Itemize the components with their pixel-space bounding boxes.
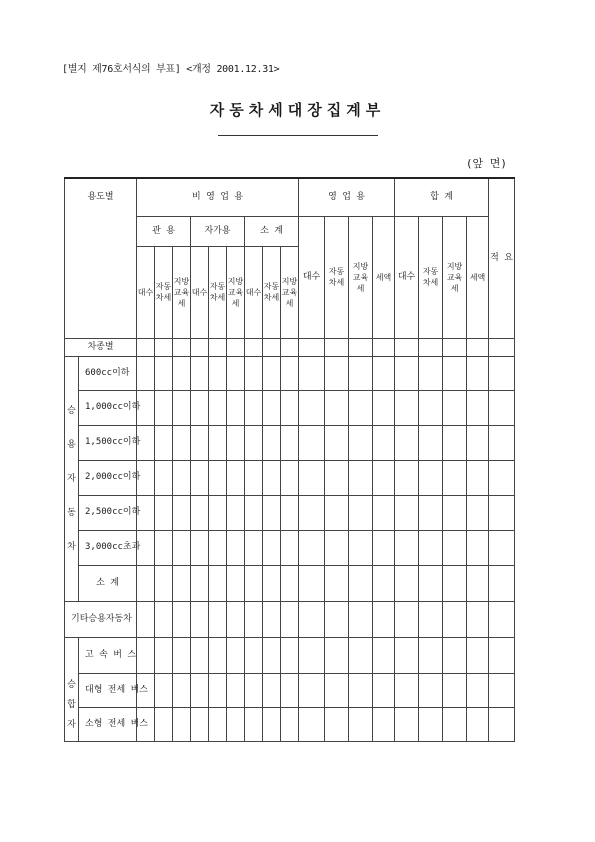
cell — [395, 495, 419, 530]
cell — [349, 356, 373, 390]
cell — [325, 673, 349, 707]
table-row — [65, 673, 515, 707]
cell — [325, 460, 349, 495]
cell — [467, 673, 489, 707]
cell — [395, 601, 419, 637]
total-tax-amount-header: 세액 — [467, 216, 489, 338]
cell — [173, 495, 191, 530]
passenger-char: 용 — [67, 439, 76, 450]
page-side-label: (앞 면) — [465, 157, 507, 170]
cell — [467, 495, 489, 530]
cell — [349, 460, 373, 495]
cell — [263, 338, 281, 356]
cell — [209, 356, 227, 390]
cell — [419, 673, 443, 707]
cell — [349, 673, 373, 707]
cell — [395, 530, 419, 565]
subtotal-header: 소 계 — [245, 216, 299, 246]
use-type-header — [65, 178, 137, 338]
row-label-passenger-subtotal: 소 계 — [79, 565, 137, 601]
cell — [349, 637, 373, 673]
cell — [209, 707, 227, 741]
cell — [281, 425, 299, 460]
bus-group-label — [65, 637, 79, 741]
table-row — [65, 707, 515, 741]
cell — [263, 601, 281, 637]
cell — [373, 637, 395, 673]
cell — [419, 356, 443, 390]
cell — [443, 601, 467, 637]
passenger-char: 자 — [67, 473, 76, 484]
cell — [325, 637, 349, 673]
cell — [245, 338, 263, 356]
cell — [395, 425, 419, 460]
passenger-char: 차 — [67, 541, 76, 552]
table-row — [65, 356, 515, 390]
cell — [209, 530, 227, 565]
vehicle-type-header: 차종별 — [65, 338, 137, 356]
cell — [299, 390, 325, 425]
cell — [155, 530, 173, 565]
non-business-header: 비 영 업 용 — [137, 178, 299, 216]
cell — [209, 390, 227, 425]
row-label-large-charter-bus: 대형 전세 버스 — [79, 673, 137, 707]
cell — [263, 425, 281, 460]
cell — [373, 673, 395, 707]
cell — [395, 707, 419, 741]
cell — [155, 495, 173, 530]
total-count-header: 대수 — [395, 216, 419, 338]
cell — [325, 495, 349, 530]
cell — [173, 338, 191, 356]
cell — [173, 707, 191, 741]
cell — [349, 707, 373, 741]
cell — [489, 707, 515, 741]
row-label-small-charter-bus: 소형 전세 버스 — [79, 707, 137, 741]
cell — [245, 460, 263, 495]
cell — [373, 338, 395, 356]
row-label-1000cc: 1,000cc이하 — [79, 390, 137, 425]
cell — [227, 460, 245, 495]
cell — [489, 565, 515, 601]
cell — [191, 390, 209, 425]
cell — [373, 390, 395, 425]
cell — [155, 565, 173, 601]
cell — [191, 707, 209, 741]
cell — [209, 425, 227, 460]
cell — [325, 425, 349, 460]
subtotal-count-header: 대수 — [245, 246, 263, 338]
cell — [489, 390, 515, 425]
cell — [281, 356, 299, 390]
cell — [467, 530, 489, 565]
cell — [373, 460, 395, 495]
private-header: 자가용 — [191, 216, 245, 246]
cell — [155, 637, 173, 673]
cell — [443, 565, 467, 601]
cell — [281, 673, 299, 707]
cell — [395, 460, 419, 495]
cell — [419, 338, 443, 356]
cell — [263, 460, 281, 495]
table-row — [65, 390, 515, 425]
cell — [227, 338, 245, 356]
cell — [299, 530, 325, 565]
private-edu-tax-header: 지방교육세 — [227, 246, 245, 338]
cell — [349, 495, 373, 530]
cell — [263, 637, 281, 673]
cell — [191, 637, 209, 673]
cell — [419, 637, 443, 673]
cell — [191, 673, 209, 707]
cell — [155, 338, 173, 356]
table-row — [65, 460, 515, 495]
cell — [209, 565, 227, 601]
cell — [349, 425, 373, 460]
cell — [191, 356, 209, 390]
cell — [443, 707, 467, 741]
cell — [191, 601, 209, 637]
cell — [325, 390, 349, 425]
cell — [443, 390, 467, 425]
cell — [173, 673, 191, 707]
cell — [227, 707, 245, 741]
official-edu-tax-header: 지방교육세 — [173, 246, 191, 338]
cell — [263, 565, 281, 601]
cell — [227, 356, 245, 390]
cell — [373, 356, 395, 390]
cell — [263, 356, 281, 390]
cell — [137, 356, 155, 390]
cell — [227, 495, 245, 530]
cell — [173, 530, 191, 565]
summary-table — [64, 177, 515, 742]
cell — [419, 495, 443, 530]
row-label-2000cc: 2,000cc이하 — [79, 460, 137, 495]
cell — [245, 673, 263, 707]
cell — [395, 356, 419, 390]
business-header: 영 업 용 — [299, 178, 395, 216]
cell — [467, 601, 489, 637]
cell — [489, 495, 515, 530]
bus-char: 승 — [67, 679, 76, 690]
cell — [263, 530, 281, 565]
cell — [245, 707, 263, 741]
cell — [349, 338, 373, 356]
cell — [419, 425, 443, 460]
cell — [191, 530, 209, 565]
form-reference: [별지 제76호서식의 부표] <개정 2001.12.31> — [62, 64, 280, 75]
cell — [155, 460, 173, 495]
cell — [245, 530, 263, 565]
cell — [155, 425, 173, 460]
cell — [467, 390, 489, 425]
cell — [349, 601, 373, 637]
cell — [299, 460, 325, 495]
business-count-header: 대수 — [299, 216, 325, 338]
cell — [349, 530, 373, 565]
cell — [373, 495, 395, 530]
total-edu-tax-header: 지방교육세 — [443, 216, 467, 338]
cell — [373, 530, 395, 565]
passenger-char: 동 — [67, 507, 76, 518]
private-count-header: 대수 — [191, 246, 209, 338]
cell — [281, 390, 299, 425]
cell — [419, 707, 443, 741]
cell — [443, 637, 467, 673]
total-vehicle-tax-header: 자동차세 — [419, 216, 443, 338]
cell — [325, 338, 349, 356]
table-row — [65, 601, 515, 637]
cell — [245, 565, 263, 601]
cell — [227, 425, 245, 460]
cell — [489, 673, 515, 707]
official-vehicle-tax-header: 자동차세 — [155, 246, 173, 338]
cell — [467, 338, 489, 356]
cell — [173, 356, 191, 390]
cell — [227, 601, 245, 637]
cell — [137, 637, 155, 673]
cell — [419, 565, 443, 601]
cell — [419, 530, 443, 565]
cell — [263, 495, 281, 530]
table-row — [65, 530, 515, 565]
cell — [227, 565, 245, 601]
cell — [299, 601, 325, 637]
cell — [395, 390, 419, 425]
cell — [467, 637, 489, 673]
cell — [173, 425, 191, 460]
cell — [209, 338, 227, 356]
business-tax-amount-header: 세액 — [373, 216, 395, 338]
cell — [443, 495, 467, 530]
cell — [419, 460, 443, 495]
cell — [155, 356, 173, 390]
official-count-header: 대수 — [137, 246, 155, 338]
cell — [489, 338, 515, 356]
cell — [299, 673, 325, 707]
cell — [489, 601, 515, 637]
cell — [137, 601, 155, 637]
title-underline — [218, 135, 378, 136]
cell — [281, 495, 299, 530]
cell — [173, 601, 191, 637]
use-type-label: 용도별 — [87, 192, 114, 202]
cell — [191, 425, 209, 460]
cell — [281, 338, 299, 356]
cell — [227, 530, 245, 565]
cell — [467, 356, 489, 390]
cell — [489, 637, 515, 673]
cell — [489, 530, 515, 565]
cell — [299, 338, 325, 356]
cell — [281, 565, 299, 601]
cell — [419, 601, 443, 637]
cell — [155, 390, 173, 425]
cell — [209, 637, 227, 673]
table-row — [65, 637, 515, 673]
subtotal-vehicle-tax-header: 자동차세 — [263, 246, 281, 338]
cell — [245, 601, 263, 637]
cell — [299, 707, 325, 741]
cell — [191, 565, 209, 601]
cell — [373, 565, 395, 601]
cell — [467, 707, 489, 741]
cell — [137, 565, 155, 601]
cell — [467, 565, 489, 601]
cell — [227, 673, 245, 707]
cell — [245, 390, 263, 425]
business-edu-tax-header: 지방교육세 — [349, 216, 373, 338]
cell — [443, 338, 467, 356]
official-header: 관 용 — [137, 216, 191, 246]
cell — [325, 356, 349, 390]
cell — [299, 356, 325, 390]
cell — [325, 601, 349, 637]
cell — [245, 637, 263, 673]
cell — [155, 673, 173, 707]
cell — [395, 673, 419, 707]
cell — [443, 460, 467, 495]
cell — [299, 637, 325, 673]
cell — [281, 530, 299, 565]
cell — [281, 460, 299, 495]
cell — [173, 390, 191, 425]
cell — [281, 707, 299, 741]
cell — [263, 707, 281, 741]
cell — [349, 565, 373, 601]
cell — [373, 707, 395, 741]
remarks-header: 적 요 — [489, 178, 515, 338]
cell — [263, 390, 281, 425]
cell — [209, 673, 227, 707]
cell — [373, 425, 395, 460]
total-header: 합 계 — [395, 178, 489, 216]
cell — [209, 495, 227, 530]
page-title: 자동차세대장집계부 — [209, 101, 386, 119]
cell — [395, 637, 419, 673]
cell — [325, 565, 349, 601]
cell — [373, 601, 395, 637]
cell — [325, 530, 349, 565]
cell — [191, 495, 209, 530]
cell — [489, 356, 515, 390]
table-row — [65, 565, 515, 601]
cell — [443, 673, 467, 707]
row-label-3000cc: 3,000cc초과 — [79, 530, 137, 565]
cell — [227, 637, 245, 673]
bus-char: 자 — [67, 719, 76, 730]
cell — [419, 390, 443, 425]
cell — [227, 390, 245, 425]
cell — [281, 637, 299, 673]
cell — [299, 495, 325, 530]
row-label-600cc: 600cc이하 — [79, 356, 137, 390]
cell — [299, 425, 325, 460]
cell — [191, 338, 209, 356]
cell — [245, 356, 263, 390]
cell — [173, 637, 191, 673]
cell — [489, 425, 515, 460]
cell — [155, 601, 173, 637]
table-row — [65, 425, 515, 460]
cell — [349, 390, 373, 425]
bus-char: 합 — [67, 699, 76, 710]
cell — [325, 707, 349, 741]
cell — [245, 425, 263, 460]
passenger-group-label — [65, 356, 79, 601]
cell — [209, 460, 227, 495]
cell — [191, 460, 209, 495]
cell — [489, 460, 515, 495]
cell — [467, 460, 489, 495]
row-label-1500cc: 1,500cc이하 — [79, 425, 137, 460]
cell — [395, 338, 419, 356]
cell — [443, 530, 467, 565]
cell — [173, 460, 191, 495]
cell — [299, 565, 325, 601]
cell — [155, 707, 173, 741]
cell — [443, 425, 467, 460]
cell — [209, 601, 227, 637]
cell — [395, 565, 419, 601]
passenger-char: 승 — [67, 405, 76, 416]
cell — [173, 565, 191, 601]
cell — [263, 673, 281, 707]
business-vehicle-tax-header: 자동차세 — [325, 216, 349, 338]
row-label-other-passenger: 기타승용자동차 — [65, 601, 137, 637]
table-row — [65, 495, 515, 530]
cell — [443, 356, 467, 390]
row-label-2500cc: 2,500cc이하 — [79, 495, 137, 530]
cell — [281, 601, 299, 637]
cell — [245, 495, 263, 530]
row-label-express-bus: 고 속 버 스 — [79, 637, 137, 673]
cell — [137, 338, 155, 356]
cell — [467, 425, 489, 460]
private-vehicle-tax-header: 자동차세 — [209, 246, 227, 338]
subtotal-edu-tax-header: 지방교육세 — [281, 246, 299, 338]
